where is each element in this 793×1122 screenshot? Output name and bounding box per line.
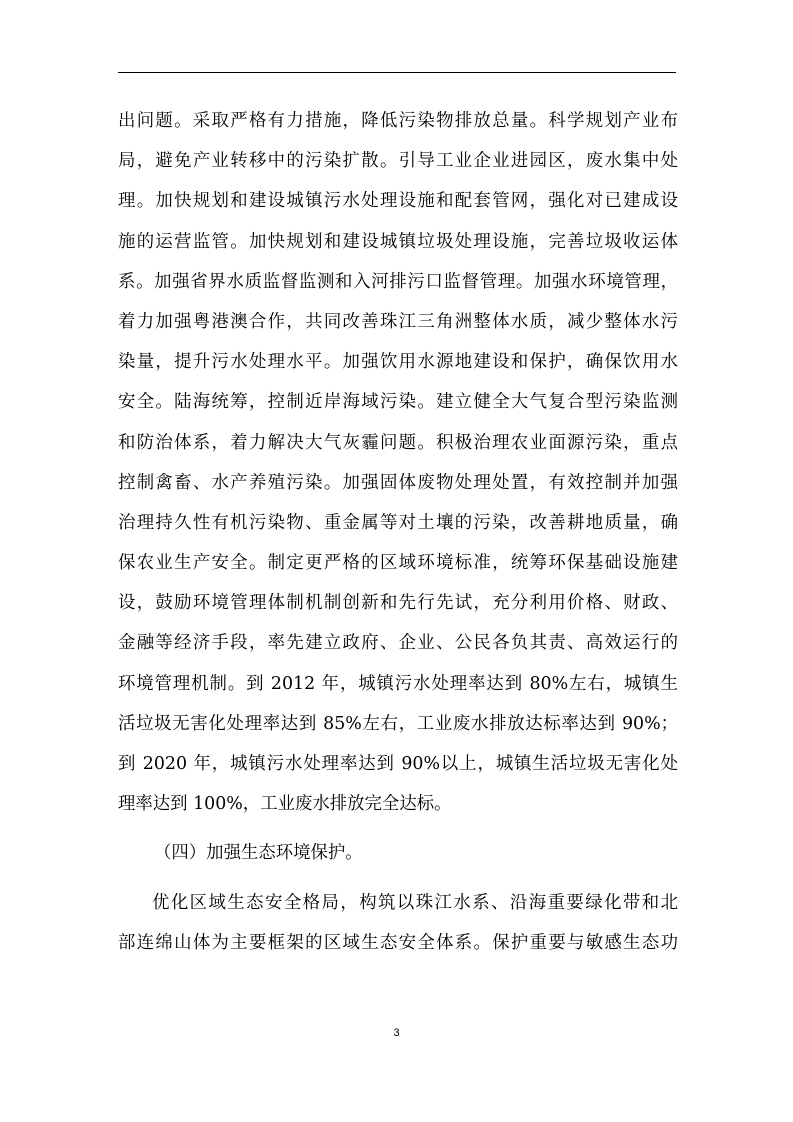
body-line: 金融等经济手段，率先建立政府、企业、公民各负其责、高效运行的: [118, 633, 678, 654]
body-line: 安全。陆海统筹，控制近岸海域污染。建立健全大气复合型污染监测: [118, 392, 678, 413]
body-line: 局，避免产业转移中的污染扩散。引导工业企业进园区，废水集中处: [118, 151, 678, 172]
body-line: 出问题。采取严格有力措施，降低污染物排放总量。科学规划产业布: [118, 111, 678, 131]
body-line: 设，鼓励环境管理体制机制创新和先行先试，充分利用价格、财政、: [118, 593, 678, 614]
body-line: 和防治体系，着力解决大气灰霾问题。积极治理农业面源污染，重点: [118, 432, 678, 453]
body-line: 控制禽畜、水产养殖污染。加强固体废物处理处置，有效控制并加强: [118, 472, 678, 493]
body-line: 活垃圾无害化处理率达到 85%左右，工业废水排放达标率达到 90%；: [118, 713, 678, 734]
body-line: 环境管理机制。到 2012 年，城镇污水处理率达到 80%左右，城镇生: [118, 673, 678, 694]
paragraph-line: 优化区域生态安全格局，构筑以珠江水系、沿海重要绿化带和北: [152, 892, 678, 913]
section-heading: （四）加强生态环境保护。: [154, 843, 363, 864]
page-number: 3: [393, 1027, 400, 1039]
header-rule: [118, 72, 676, 73]
body-line: 施的运营监管。加快规划和建设城镇垃圾处理设施，完善垃圾收运体: [118, 231, 678, 252]
body-line: 治理持久性有机污染物、重金属等对土壤的污染，改善耕地质量，确: [118, 512, 678, 533]
body-line: 理率达到 100%，工业废水排放完全达标。: [118, 794, 452, 815]
body-text: [118, 101, 678, 963]
body-line: 着力加强粤港澳合作，共同改善珠江三角洲整体水质，减少整体水污: [118, 311, 678, 332]
body-line: 到 2020 年，城镇污水处理率达到 90%以上，城镇生活垃圾无害化处: [118, 754, 678, 774]
body-line: 保农业生产安全。制定更严格的区域环境标准，统筹环保基础设施建: [118, 553, 678, 574]
body-line: 理。加快规划和建设城镇污水处理设施和配套管网，强化对已建成设: [118, 191, 678, 212]
paragraph-line: 部连绵山体为主要框架的区域生态安全体系。保护重要与敏感生态功: [118, 932, 678, 953]
paragraph-gap: [118, 874, 678, 883]
paragraph-gap: [118, 824, 678, 833]
body-line: 系。加强省界水质监督监测和入河排污口监督管理。加强水环境管理，: [118, 271, 678, 292]
body-line: 染量，提升污水处理水平。加强饮用水源地建设和保护，确保饮用水: [118, 352, 678, 373]
